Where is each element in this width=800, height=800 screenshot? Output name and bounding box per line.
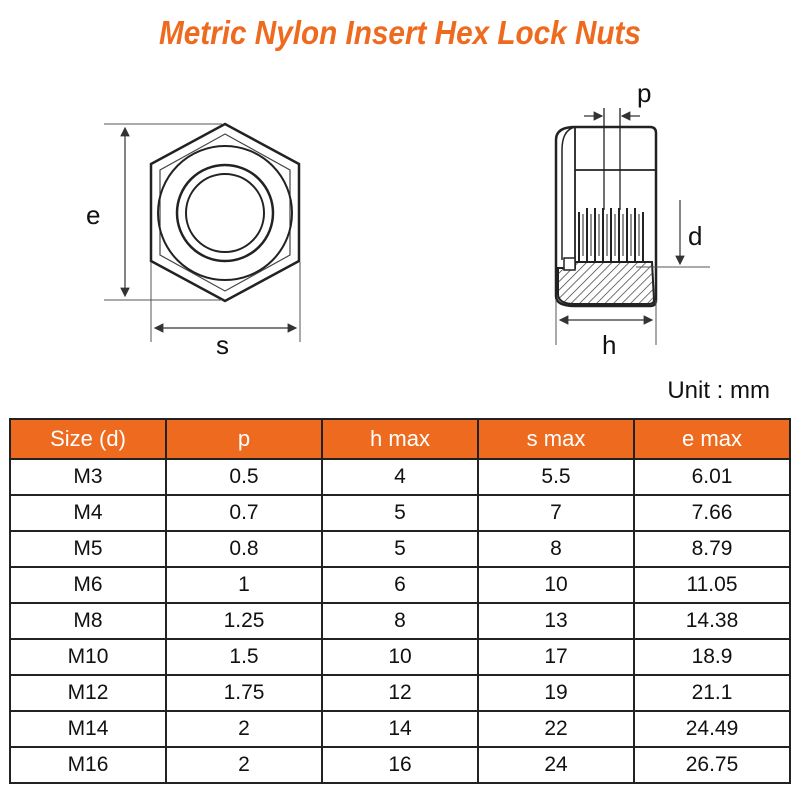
table-row — [10, 531, 790, 567]
table-cell: 17 — [478, 639, 634, 675]
table-cell: 24 — [478, 747, 634, 783]
table-cell: 14.38 — [634, 603, 790, 639]
header-e-max: e max — [634, 419, 790, 459]
table-cell: 21.1 — [634, 675, 790, 711]
table-cell: 19 — [478, 675, 634, 711]
page-title: Metric Nylon Insert Hex Lock Nuts — [159, 14, 641, 51]
table-cell: 8.79 — [634, 531, 790, 567]
table-cell: 5 — [322, 531, 478, 567]
label-e: e — [86, 200, 101, 230]
label-p: p — [637, 78, 652, 108]
unit-label: Unit : mm — [667, 377, 770, 404]
nut-diagram — [0, 0, 800, 380]
table-cell: 8 — [478, 531, 634, 567]
front-view-hex-nut — [151, 124, 299, 301]
label-h: h — [602, 330, 617, 360]
spec-table — [9, 418, 791, 784]
table-row — [10, 639, 790, 675]
table-cell: 5.5 — [478, 459, 634, 495]
table-cell: 0.7 — [166, 495, 322, 531]
header-p: p — [166, 419, 322, 459]
table-cell: 6.01 — [634, 459, 790, 495]
table-cell: 18.9 — [634, 639, 790, 675]
table-cell: M14 — [10, 711, 166, 747]
table-row — [10, 675, 790, 711]
table-cell: 0.5 — [166, 459, 322, 495]
dimension-p — [584, 78, 651, 116]
table-cell: 1.25 — [166, 603, 322, 639]
table-cell: 5 — [322, 495, 478, 531]
table-cell: 1.75 — [166, 675, 322, 711]
header-s-max: s max — [478, 419, 634, 459]
table-cell: 8 — [322, 603, 478, 639]
table-cell: 13 — [478, 603, 634, 639]
table-cell: 2 — [166, 711, 322, 747]
table-cell: 6 — [322, 567, 478, 603]
table-cell: 14 — [322, 711, 478, 747]
table-cell: M4 — [10, 495, 166, 531]
table-cell: 1.5 — [166, 639, 322, 675]
table-cell: M12 — [10, 675, 166, 711]
table-cell: M6 — [10, 567, 166, 603]
label-s: s — [216, 330, 229, 360]
table-cell: M3 — [10, 459, 166, 495]
table-header-row — [10, 419, 790, 459]
table-cell: M16 — [10, 747, 166, 783]
table-cell: 1 — [166, 567, 322, 603]
table-row — [10, 603, 790, 639]
table-row — [10, 459, 790, 495]
table-cell: 0.8 — [166, 531, 322, 567]
side-view-lock-nut — [556, 108, 656, 306]
label-d: d — [688, 221, 703, 251]
dimension-h — [556, 300, 656, 360]
header-size: Size (d) — [10, 419, 166, 459]
table-row — [10, 747, 790, 783]
table-row — [10, 567, 790, 603]
table-cell: 22 — [478, 711, 634, 747]
table-cell: 26.75 — [634, 747, 790, 783]
table-row — [10, 711, 790, 747]
table-cell: 24.49 — [634, 711, 790, 747]
table-cell: 11.05 — [634, 567, 790, 603]
table-cell: 7 — [478, 495, 634, 531]
table-cell: 7.66 — [634, 495, 790, 531]
table-cell: M8 — [10, 603, 166, 639]
table-cell: 4 — [322, 459, 478, 495]
table-cell: 12 — [322, 675, 478, 711]
table-row — [10, 495, 790, 531]
table-cell: 10 — [478, 567, 634, 603]
table-cell: M10 — [10, 639, 166, 675]
header-h-max: h max — [322, 419, 478, 459]
table-cell: 10 — [322, 639, 478, 675]
table-cell: 2 — [166, 747, 322, 783]
table-cell: 16 — [322, 747, 478, 783]
table-cell: M5 — [10, 531, 166, 567]
